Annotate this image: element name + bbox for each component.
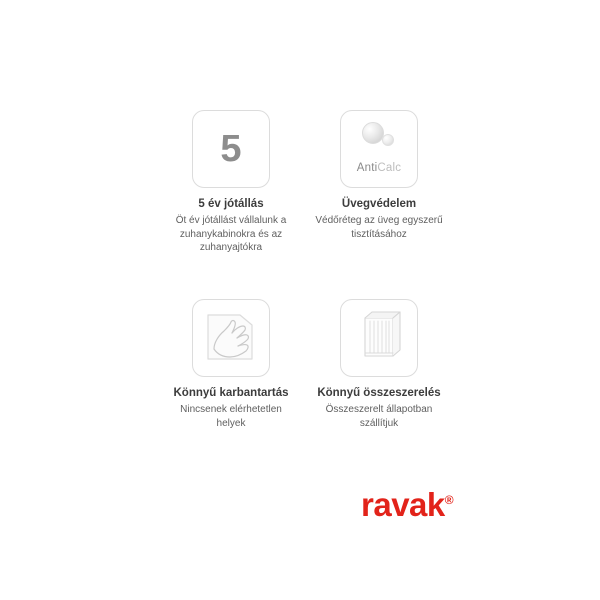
feature-description: Öt év jótállást vállalunk a zuhanykabinokra és az zuhanyajtókra	[175, 215, 287, 253]
assembled-shower-cabin-icon	[340, 299, 418, 377]
feature-warranty	[157, 110, 305, 254]
water-drops-icon	[354, 122, 404, 152]
number-5-icon-value: 5	[220, 128, 242, 170]
hand-wiping-glass-icon	[192, 299, 270, 377]
water-drop-large-icon	[362, 122, 384, 144]
anticalc-label	[357, 162, 401, 174]
feature-grid	[150, 110, 460, 430]
feature-title: Üvegvédelem	[341, 198, 417, 210]
feature-row-top	[150, 110, 460, 254]
registered-trademark-icon: ®	[444, 493, 454, 507]
water-drop-small-icon	[382, 134, 394, 146]
feature-title: Könnyű karbantartás	[173, 386, 289, 399]
feature-title: 5 év jótállás	[198, 198, 264, 210]
anticalc-icon-inner	[346, 122, 412, 176]
feature-easy-assembly	[305, 299, 453, 430]
anticalc-label-anti: Anti	[356, 162, 378, 174]
brand-logo-text: ravak	[361, 486, 445, 523]
feature-description: Nincsenek elérhetetlen helyek	[180, 404, 282, 429]
feature-title: Könnyű összeszerelés	[317, 386, 441, 399]
feature-glass-protection	[305, 110, 453, 241]
brand-logo	[361, 488, 453, 521]
feature-easy-maintenance	[157, 299, 305, 430]
feature-row-bottom	[150, 299, 460, 430]
anticalc-water-drops-icon	[340, 110, 418, 188]
feature-description: Védőréteg az üveg egyszerű tisztításához	[315, 215, 443, 240]
number-5-icon	[192, 110, 270, 188]
anticalc-label-calc: Calc	[377, 162, 402, 174]
feature-description: Összeszerelt állapotban szállítjuk	[325, 404, 433, 429]
